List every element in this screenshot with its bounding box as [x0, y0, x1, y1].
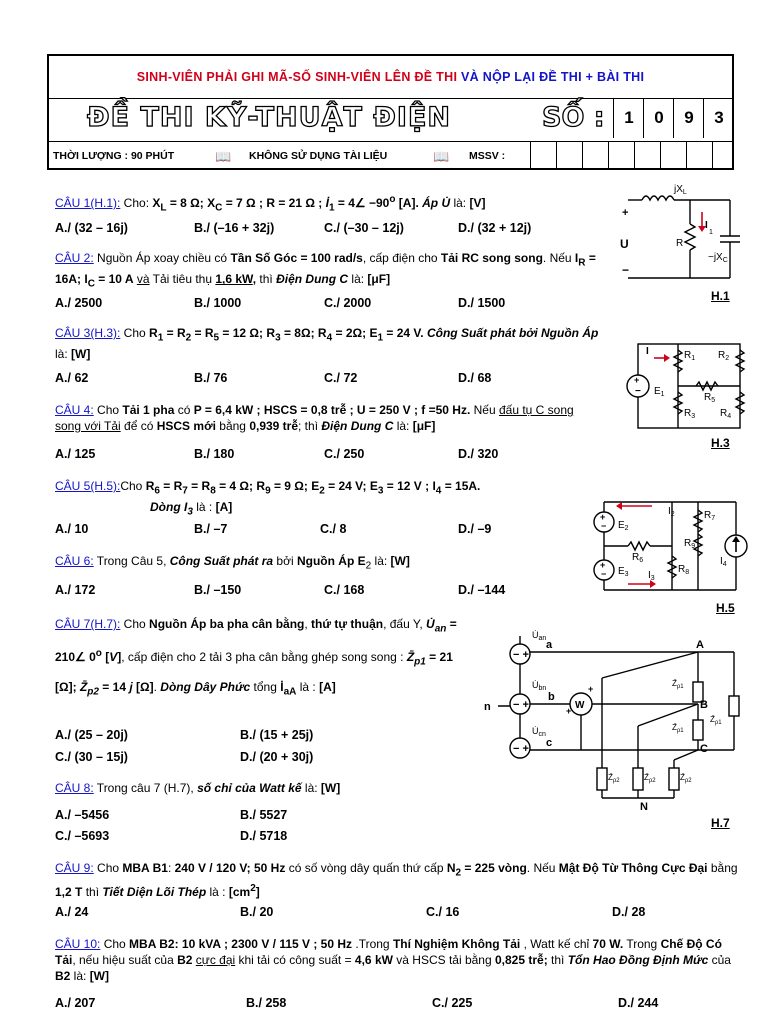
answer[interactable]: D./ 28 — [612, 905, 646, 919]
svg-text:+: + — [566, 706, 572, 716]
svg-text:R5: $R_5$ — [704, 392, 716, 404]
svg-text:E2: $E_2$ — [618, 520, 629, 532]
svg-text:+: + — [634, 375, 640, 385]
notice-row — [49, 56, 732, 99]
answer[interactable]: A./ 62 — [55, 371, 89, 385]
question-label: CÂU 5(H.5): — [55, 479, 121, 493]
duration-text: THỜI LƯỢNG : 90 PHÚT — [53, 150, 175, 162]
answer[interactable]: A./ 24 — [55, 905, 89, 919]
svg-text:R8: $R_8$ — [678, 564, 690, 576]
answer[interactable]: C./ 8 — [320, 522, 347, 536]
svg-text:C: C — [700, 743, 708, 755]
svg-text:Z̄ρ2: $Z̄_{\rho 2}$ — [644, 773, 656, 784]
svg-text:−: − — [635, 386, 641, 397]
question-8: CÂU 8: Trong câu 7 (H.7), số chỉ của Watt kế là: [W] — [55, 781, 341, 795]
question-label: CÂU 9: — [55, 861, 94, 875]
answer[interactable]: C./ 168 — [324, 583, 365, 597]
svg-text:1: 1 — [709, 229, 713, 236]
exam-digit: 0 — [643, 98, 674, 138]
answer[interactable]: D./ –144 — [458, 583, 506, 597]
answer[interactable]: C./ 225 — [432, 996, 473, 1010]
svg-text:+: + — [622, 207, 629, 219]
svg-text:R9: $R_9$ — [684, 538, 696, 550]
svg-text:A: A — [696, 639, 704, 651]
svg-text:Z̄ρ2: $Z̄_{\rho 2}$ — [680, 773, 692, 784]
svg-text:R7: $R_7$ — [704, 510, 716, 522]
question-4: CÂU 4: Cho Tải 1 pha có P = 6,4 kW ; HSCS = 0,8 trễ ; U = 250 V ; f =50 Hz. Nếu đấu tụ C song song với Tải để có HSCS mới bằng 0,939 trễ; thì Điện Dung C là: [μF] — [55, 403, 574, 433]
svg-text:R: R — [676, 238, 684, 249]
figure-label: H.1 — [711, 289, 730, 303]
svg-text:I: I — [705, 220, 708, 231]
svg-text:R4: $R_4$ — [720, 408, 732, 420]
question-label: CÂU 7(H.7): — [55, 617, 121, 631]
svg-text:I2: $I_2$ — [668, 506, 675, 518]
answer[interactable]: B./ 20 — [240, 905, 274, 919]
question-5: CÂU 5(H.5):Cho $R_6 = R_7 = R_8 = 4$ Ω; $R_9 = 9$ Ω; $E_2 = 24$ V; $E_3 = 12$ V ; $I_4 = 15A$. Dòng $I_3$ là : [A] — [55, 479, 481, 518]
exam-digit: 1 — [613, 98, 644, 138]
circuit-h3 — [618, 336, 748, 432]
svg-text:+: + — [588, 684, 594, 694]
answer[interactable]: A./ 207 — [55, 996, 96, 1010]
answer[interactable]: D./ –9 — [458, 522, 492, 536]
book-icon: 📖 — [433, 149, 450, 164]
answer[interactable]: D./ 68 — [458, 371, 492, 385]
question-6: CÂU 6: Trong Câu 5, Công Suất phát ra bởi Nguồn Áp $E_2$ là: [W] — [55, 554, 410, 572]
answer[interactable]: B./ 258 — [246, 996, 287, 1010]
answer[interactable]: B./ –7 — [194, 522, 228, 536]
answer[interactable]: D./ 244 — [618, 996, 659, 1010]
svg-text:U̇an: $U̇_{an}$ — [532, 630, 547, 642]
answer[interactable]: A./ (25 – 20j) — [55, 728, 128, 742]
exam-digit: 3 — [703, 98, 734, 138]
answer[interactable]: D./ (20 + 30j) — [240, 750, 314, 764]
svg-text:a: a — [546, 639, 553, 651]
svg-text:jXL: $jX_L$ — [674, 184, 687, 196]
circuit-h5 — [588, 494, 748, 598]
answer[interactable]: C./ 72 — [324, 371, 358, 385]
answer[interactable]: B./ (15 + 25j) — [240, 728, 314, 742]
answer[interactable]: A./ 125 — [55, 447, 96, 461]
notice-red: SINH-VIÊN PHẢI GHI MÃ-SỐ SINH-VIÊN LÊN ĐỀ THI — [136, 70, 458, 84]
answer[interactable]: D./ 5718 — [240, 829, 288, 843]
svg-text:−: − — [601, 569, 607, 579]
answer[interactable]: C./ 16 — [426, 905, 460, 919]
question-label: CÂU 1(H.1): — [55, 196, 121, 210]
question-2: CÂU 2: Nguồn Áp xoay chiều có Tần Số Góc = 100 rad/s, cấp điện cho Tải RC song song. Nếu $I_R = 16A$; $I_C = 10$ A và Tải tiêu thụ 1,6 kW, thì Điện Dung C là: [μF] — [55, 251, 596, 290]
answer[interactable]: C./ (30 – 15j) — [55, 750, 128, 764]
exam-title: ĐỀ THI KỸ-THUẬT ĐIỆN — [87, 102, 451, 133]
exam-number-label: SỐ : — [542, 102, 605, 133]
book-icon: 📖 — [215, 149, 232, 164]
question-1: CÂU 1(H.1): Cho: $X_L = 8$ Ω; $X_C = 7$ Ω ; R = 21 Ω ; $İ_1$ = 4∠ $-90^o$ [A]. Áp U̇ là: [V] — [55, 194, 486, 214]
answer[interactable]: C./ (–30 – 12j) — [324, 221, 404, 235]
answer[interactable]: C./ 250 — [324, 447, 365, 461]
svg-text:R6: $R_6$ — [632, 552, 644, 564]
svg-text:R3: $R_3$ — [684, 408, 696, 420]
answer[interactable]: D./ (32 + 12j) — [458, 221, 532, 235]
answer[interactable]: A./ 10 — [55, 522, 89, 536]
figure-label: H.5 — [716, 601, 735, 615]
svg-text:R1: $R_1$ — [684, 350, 696, 362]
svg-text:I: I — [646, 346, 649, 357]
svg-text:I3: $I_3$ — [648, 570, 655, 582]
svg-text:− +: − + — [513, 743, 529, 755]
answer[interactable]: C./ 2000 — [324, 296, 372, 310]
svg-text:−: − — [601, 521, 607, 531]
svg-text:U̇cn: $U̇_{cn}$ — [532, 726, 546, 738]
svg-text:E3: $E_3$ — [618, 566, 629, 578]
answer[interactable]: B./ 1000 — [194, 296, 242, 310]
question-label: CÂU 2: — [55, 251, 94, 265]
answer[interactable]: A./ 2500 — [55, 296, 103, 310]
svg-text:B: B — [700, 699, 708, 711]
answer[interactable]: A./ (32 – 16j) — [55, 221, 128, 235]
svg-text:U̇bn: $U̇_{bn}$ — [532, 680, 547, 692]
figure-label: H.3 — [711, 436, 730, 450]
svg-text:n: n — [484, 701, 491, 713]
svg-text:W: W — [575, 700, 585, 711]
answer[interactable]: A./ 172 — [55, 583, 96, 597]
svg-text:I4: $I_4$ — [720, 556, 727, 568]
answer[interactable]: B./ 76 — [194, 371, 228, 385]
svg-text:R2: $R_2$ — [718, 350, 730, 362]
notice-blue: VÀ NỘP LẠI ĐỀ THI + BÀI THI — [461, 70, 645, 84]
exam-digit: 9 — [673, 98, 704, 138]
svg-text:U: U — [620, 237, 629, 251]
svg-text:Z̄ρ1: $Z̄_{\rho 1}$ — [672, 723, 684, 734]
exam-header — [47, 54, 734, 170]
figure-label: H.7 — [711, 816, 730, 830]
svg-text:+: + — [600, 560, 606, 570]
question-label: CÂU 3(H.3): — [55, 326, 121, 340]
mssv-label: MSSV : — [469, 150, 506, 162]
question-label: CÂU 6: — [55, 554, 94, 568]
question-7: CÂU 7(H.7): Cho Nguồn Áp ba pha cân bằng, thứ tự thuận, đấu Y, $U̇_{an}$ = 210∠ 0$^o$ [V], cấp điện cho 2 tải 3 pha cân bằng ghép song song : $Z̄_{p1} = 21$ [Ω]; $Z̄_{p2} = 14$ j [Ω]. Dòng Dây Phức tổng $İ_{aA}$ là : [A] — [55, 617, 457, 698]
svg-text:E1: $E_1$ — [654, 386, 665, 398]
circuit-h7 — [480, 628, 748, 818]
question-3: CÂU 3(H.3): Cho $R_1 = R_2 = R_5 = 12$ Ω; $R_3 = 8\Omega$; $R_4 = 2\Omega$; $E_1 = 24$ V. Công Suất phát bởi Nguồn Áp là: [W] — [55, 326, 599, 362]
circuit-h1 — [612, 182, 747, 287]
answer[interactable]: B./ 180 — [194, 447, 235, 461]
question-label: CÂU 4: — [55, 403, 94, 417]
question-9: CÂU 9: Cho MBA B1: 240 V / 120 V; 50 Hz có số vòng dây quấn thứ cấp $N_2 = 225$ vòng. Nếu Mật Độ Từ Thông Cực Đại bằng 1,2 T thì Tiết Diện Lõi Thép là : $[cm^2]$ — [55, 861, 738, 900]
question-label: CÂU 8: — [55, 781, 94, 795]
answer[interactable]: D./ 1500 — [458, 296, 506, 310]
svg-text:− +: − + — [513, 699, 529, 711]
answer[interactable]: A./ –5456 — [55, 808, 110, 822]
question-label: CÂU 10: — [55, 937, 101, 951]
answer[interactable]: C./ –5693 — [55, 829, 110, 843]
svg-text:Z̄ρ1: $Z̄_{\rho 1}$ — [672, 679, 684, 690]
svg-text:c: c — [546, 737, 553, 749]
svg-text:+: + — [600, 512, 606, 522]
svg-text:−jXC: $-jX_C$ — [708, 252, 728, 264]
no-docs-text: KHÔNG SỬ DỤNG TÀI LIỆU — [249, 150, 388, 162]
svg-text:N: N — [640, 801, 648, 813]
answer[interactable]: B./ (–16 + 32j) — [194, 221, 275, 235]
svg-text:− +: − + — [513, 649, 529, 661]
answer[interactable]: B./ 5527 — [240, 808, 288, 822]
svg-text:−: − — [622, 263, 630, 277]
svg-text:b: b — [548, 691, 555, 703]
svg-text:Z̄ρ1: $Z̄_{\rho 1}$ — [710, 715, 722, 726]
answer[interactable]: D./ 320 — [458, 447, 499, 461]
svg-text:Z̄ρ2: $Z̄_{\rho 2}$ — [608, 773, 620, 784]
answer[interactable]: B./ –150 — [194, 583, 242, 597]
question-10: CÂU 10: Cho MBA B2: 10 kVA ; 2300 V / 115 V ; 50 Hz .Trong Thí Nghiệm Không Tải , Watt kế chỉ 70 W. Trong Chế Độ Có Tải, nếu hiệu suất của B2 cực đại khi tải có công suất = 4,6 kW và HSCS tải bằng 0,825 trễ; thì Tổn Hao Đồng Định Mức của B2 là: [W] — [55, 937, 731, 983]
